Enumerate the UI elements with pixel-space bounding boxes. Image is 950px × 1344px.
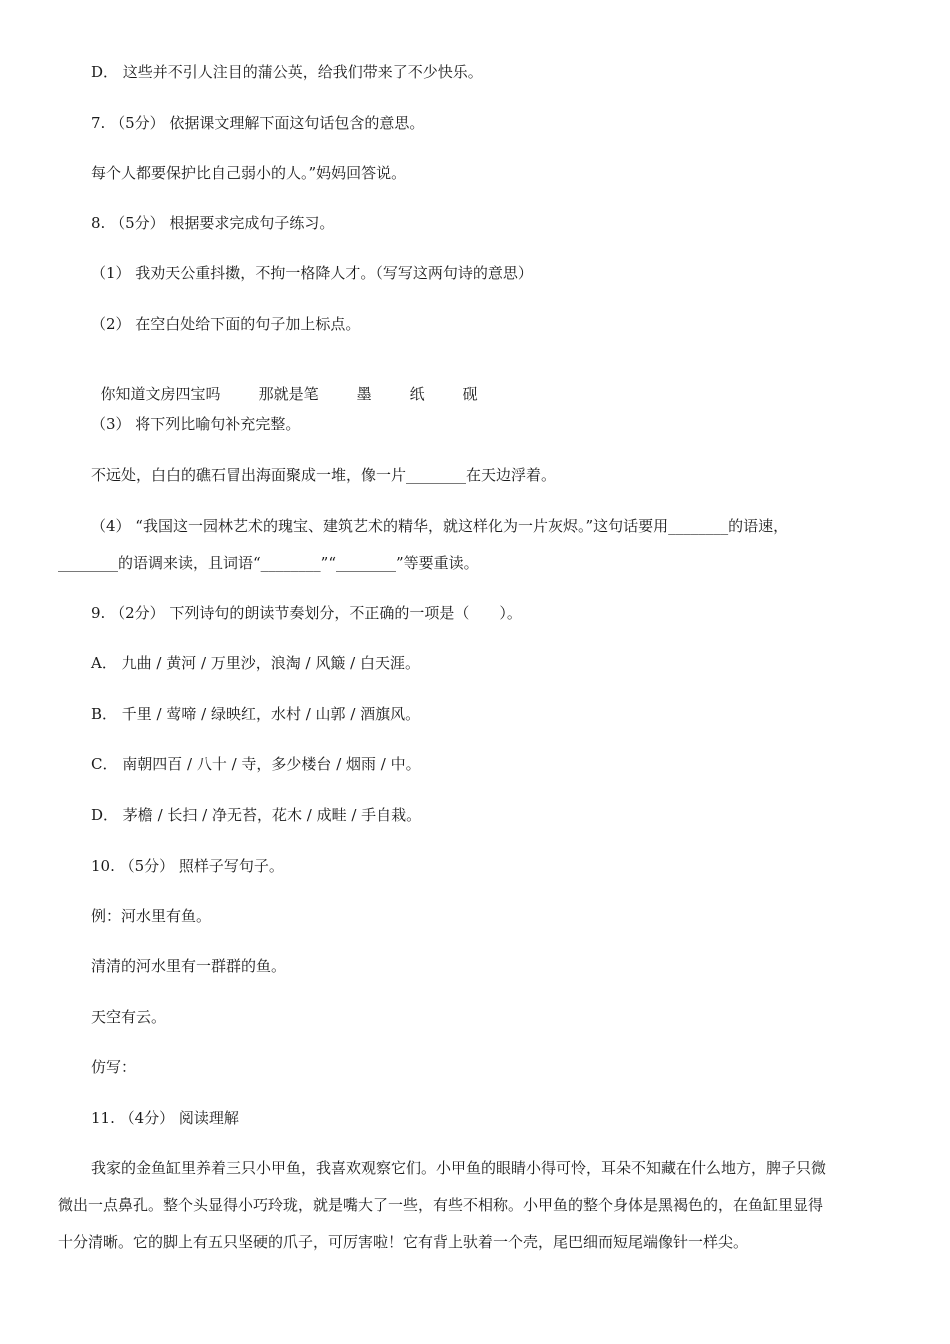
question-10-heading: 10. （5分） 照样子写句子。 (91, 857, 284, 875)
option-a-q9: A． 九曲 / 黄河 / 万里沙，浪淘 / 风簸 / 白天涯。 (91, 654, 420, 672)
simile-sentence: 不远处，白白的礁石冒出海面聚成一堆，像一片________在天边浮着。 (91, 466, 557, 484)
question-9-heading: 9. （2分） 下列诗句的朗读节奏划分，不正确的一项是（ ）。 (91, 604, 522, 622)
sentence-part: 墨 (356, 385, 372, 403)
imitate-label: 仿写： (91, 1058, 137, 1076)
question-7-heading: 7. （5分） 依据课文理解下面这句话包含的意思。 (91, 114, 425, 132)
question-8-part-4-line-1: （4） “我国这一园林艺术的瑰宝、建筑艺术的精华，就这样化为一片灰烬。”这句话要用________的语速， (91, 517, 789, 535)
sentence-part: 纸 (409, 385, 425, 403)
option-c-q9: C． 南朝四百 / 八十 / 寺，多少楼台 / 烟雨 / 中。 (91, 755, 421, 773)
reading-paragraph-line-3: 十分清晰。它的脚上有五只坚硬的爪子，可厉害啦！它有背上驮着一个壳，尾巴细而短尾端像针一样尖。 (58, 1233, 749, 1251)
reading-paragraph-line-2: 微出一点鼻孔。整个头显得小巧玲珑，就是嘴大了一些，有些不相称。小甲鱼的整个身体是黑褐色的，在鱼缸里显得 (58, 1196, 824, 1214)
question-8-heading: 8. （5分） 根据要求完成句子练习。 (91, 214, 335, 232)
question-7-text: 每个人都要保护比自己弱小的人。”妈妈回答说。 (91, 164, 407, 182)
sentence-part: 砚 (462, 385, 478, 403)
example-sentence-1: 例：河水里有鱼。 (91, 907, 212, 925)
example-sentence-2: 清清的河水里有一群群的鱼。 (91, 957, 287, 975)
question-8-part-3: （3） 将下列比喻句补充完整。 (91, 415, 301, 433)
option-d-q6: D． 这些并不引人注目的蒲公英，给我们带来了不少快乐。 (91, 63, 483, 81)
question-8-part-4-line-2: ________的语调来读，且词语“________”“________”等要重读。 (58, 554, 479, 572)
sentence-part: 那就是笔 (258, 385, 319, 403)
option-b-q9: B． 千里 / 莺啼 / 绿映红，水村 / 山郭 / 酒旗风。 (91, 705, 421, 723)
task-sentence: 天空有云。 (91, 1008, 167, 1026)
question-8-part-1: （1） 我劝天公重抖擞，不拘一格降人才。（写写这两句诗的意思） (91, 264, 533, 282)
sentence-part: 你知道文房四宝吗 (100, 385, 221, 403)
question-11-heading: 11. （4分） 阅读理解 (91, 1109, 239, 1127)
reading-paragraph-line-1: 我家的金鱼缸里养着三只小甲鱼，我喜欢观察它们。小甲鱼的眼睛小得可怜，耳朵不知藏在什么地方，脾子只微 (91, 1159, 827, 1177)
punctuation-sentence (91, 364, 516, 404)
question-8-part-2: （2） 在空白处给下面的句子加上标点。 (91, 315, 361, 333)
option-d-q9: D． 茅檐 / 长扫 / 净无苔，花木 / 成畦 / 手自栽。 (91, 806, 422, 824)
